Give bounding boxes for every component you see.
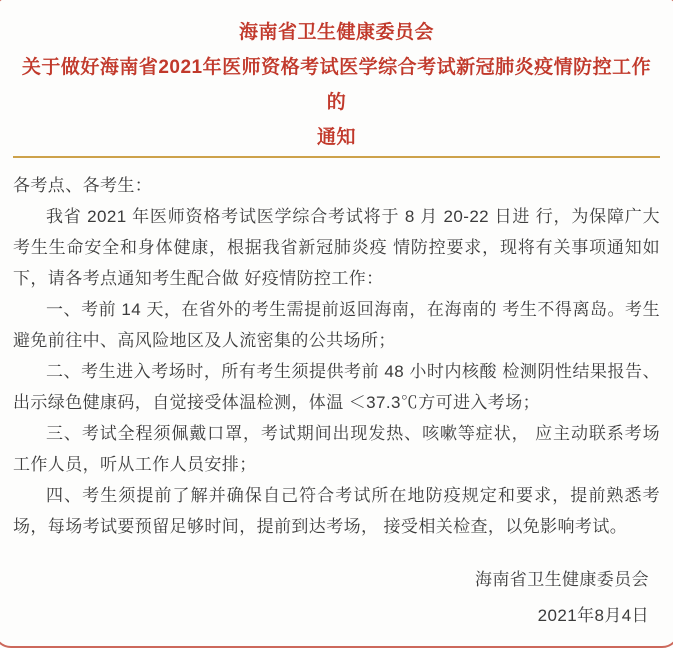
- document-title-block: [13, 0, 660, 155]
- signature-block: [475, 562, 649, 634]
- item-3-paragraph: 三、考试全程须佩戴口罩，考试期间出现发热、咳嗽等症状， 应主动联系考场工作人员，听从工作人员安排；: [13, 424, 660, 474]
- item-2-paragraph: 二、考生进入考场时，所有考生须提供考前 48 小时内核酸 检测阴性结果报告、出示绿色健康码，自觉接受体温检测，体温 ＜37.3℃方可进入考场；: [13, 362, 660, 412]
- intro-paragraph: 我省 2021 年医师资格考试医学综合考试将于 8 月 20-22 日进 行，为保障广大考生生命安全和身体健康，根据我省新冠肺炎疫 情防控要求，现将有关事项通知如下，请各考点通知考生配合做 好疫情防控工作：: [13, 207, 660, 288]
- issuing-org-title: 海南省卫生健康委员会: [238, 22, 434, 43]
- item-4-paragraph: 四、考生须提前了解并确保自己符合考试所在地防疫规定和要求，提前熟悉考场，每场考试要预留足够时间，提前到达考场， 接受相关检查，以免影响考试。: [13, 486, 660, 536]
- notice-subject-line: 关于做好海南省2021年医师资格考试医学综合考试新冠肺炎疫情防控工作的: [21, 57, 652, 113]
- signature-date: 2021年8月4日: [537, 606, 649, 625]
- gold-divider-line: [13, 156, 660, 158]
- salutation-line: 各考点、各考生：: [13, 176, 153, 195]
- notice-body: [13, 170, 660, 542]
- signature-org: 海南省卫生健康委员会: [475, 570, 649, 589]
- item-1-paragraph: 一、考前 14 天，在省外的考生需提前返回海南，在海南的 考生不得离岛。考生避免前往中、高风险地区及人流密集的公共场所；: [13, 300, 660, 350]
- notice-subject-tail: 通知: [316, 127, 356, 148]
